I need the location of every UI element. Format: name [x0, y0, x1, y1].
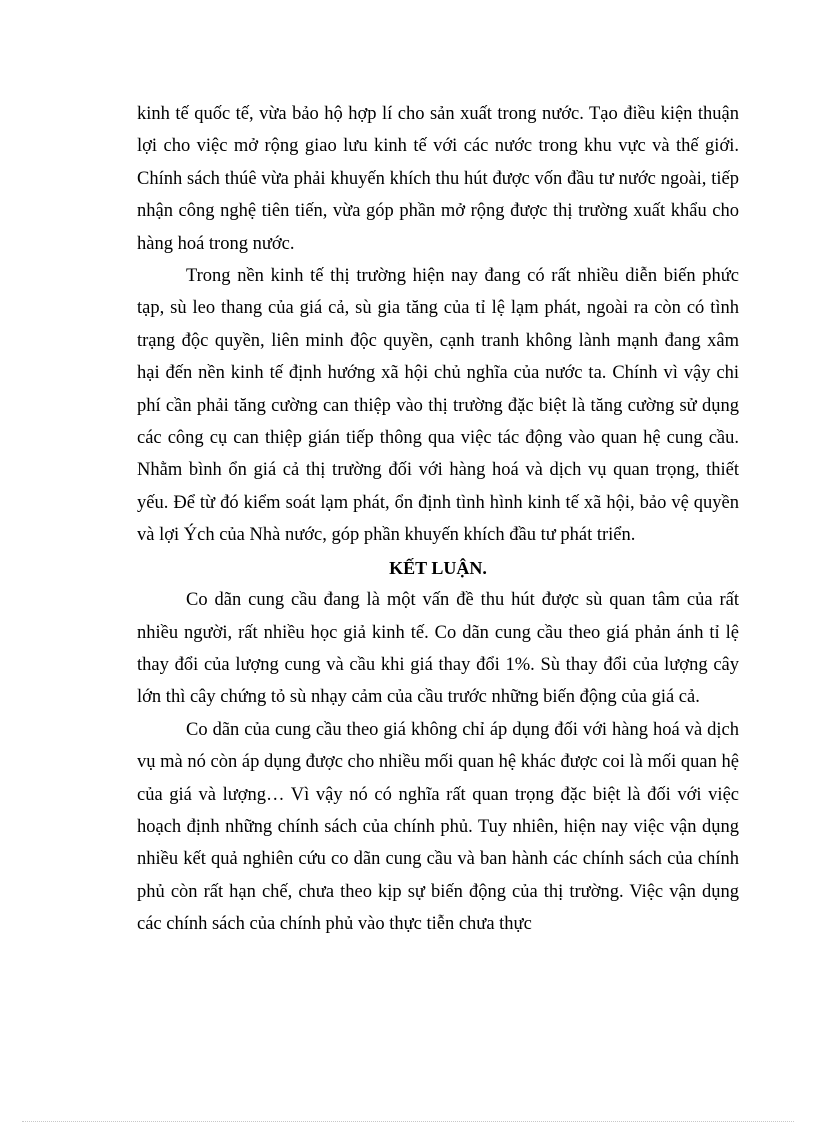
page-bottom-divider — [22, 1121, 794, 1122]
conclusion-heading: KẾT LUẬN. — [389, 557, 487, 578]
paragraph-elasticity-application: Co dãn của cung cầu theo giá không chỉ áp dụng đối với hàng hoá và dịch vụ mà nó còn áp dụng được cho nhiều mối quan hệ khác được coi là mối quan hệ của giá và lượng… Vì vậy nó có nghĩa rất quan trọng đặc biệt là đối với việc hoạch định những chính sách của chính phủ. Tuy nhiên, hiện nay việc vận dụng nhiều kết quả nghiên cứu co dãn cung cầu và ban hành các chính sách của chính phủ còn rất hạn chế, chưa theo kịp sự biến động của thị trường. Việc vận dụng các chính sách của chính phủ vào thực tiễn chưa thực — [137, 719, 739, 935]
paragraph-elasticity-definition: Co dãn cung cầu đang là một vấn đề thu hút được sù quan tâm của rất nhiều người, rất nhiều học giả kinh tế. Co dãn cung cầu theo giá phản ánh tỉ lệ thay đổi của lượng cung và cầu khi giá thay đổi 1%. Sù thay đổi của lượng cây lớn thì cây chứng tỏ sù nhạy cảm của cầu trước những biến động của giá cả. — [137, 590, 739, 708]
paragraph-market-intervention: Trong nền kinh tế thị trường hiện nay đang có rất nhiều diễn biến phức tạp, sù leo thang của giá cả, sù gia tăng của tỉ lệ lạm phát, ngoài ra còn có tình trạng độc quyền, liên minh độc quyền, cạnh tranh không lành mạnh đang xâm hại đến nền kinh tế định hướng xã hội chủ nghĩa của nước ta. Chính vì vậy chi phí cần phải tăng cường can thiệp vào thị trường đặc biệt là tăng cường sử dụng các công cụ can thiệp gián tiếp thông qua việc tác động vào quan hệ cung cầu. Nhằm bình ổn giá cả thị trường đối với hàng hoá và dịch vụ quan trọng, thiết yếu. Để từ đó kiểm soát lạm phát, ổn định tình hình kinh tế xã hội, bảo vệ quyền và lợi Ých của Nhà nước, góp phần khuyến khích đầu tư phát triển. — [137, 266, 739, 546]
page-body — [137, 98, 739, 941]
paragraph-trade-policy: kinh tế quốc tế, vừa bảo hộ hợp lí cho sản xuất trong nước. Tạo điều kiện thuận lợi cho việc mở rộng giao lưu kinh tế với các nước trong khu vực và thế giới. Chính sách thúê vừa phải khuyến khích thu hút được vốn đầu tư nước ngoài, tiếp nhận công nghệ tiên tiến, vừa góp phần mở rộng được thị trường xuất khẩu cho hàng hoá trong nước. — [137, 104, 739, 254]
